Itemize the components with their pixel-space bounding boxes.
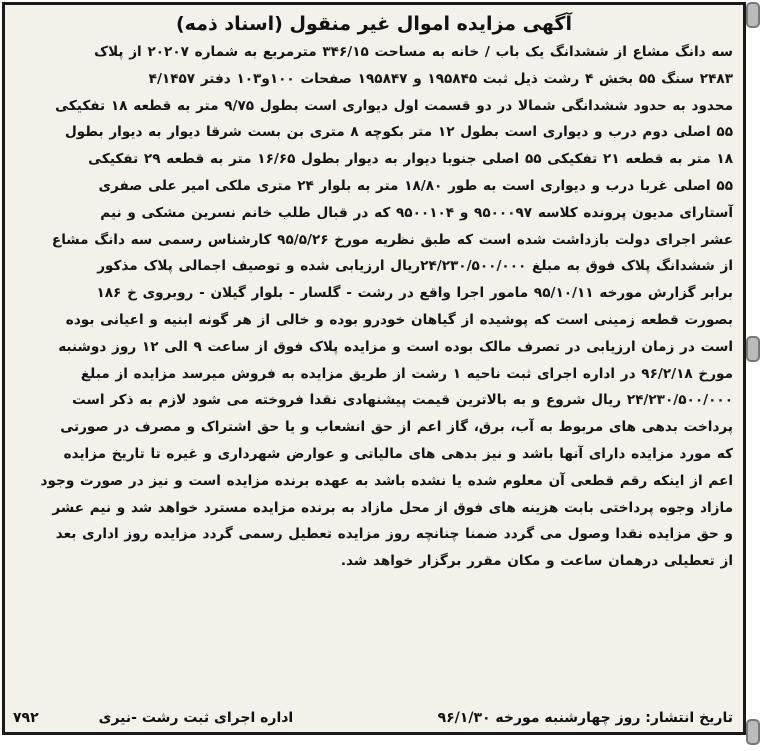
- body-line: برابر گزارش مورخه ۹۵/۱۰/۱۱ مامور اجرا واقع در رشت - گلسار - بلوار گیلان - روبروی خ ۱۸۶: [96, 285, 733, 302]
- body-line: و حق مزایده نقدا وصول می گردد ضمنا چنانچه روز مزایده تعطیل رسمی گردد مزایده روز اداری بعد: [55, 526, 733, 543]
- footer-left-group: [13, 710, 293, 726]
- notice-body: [15, 39, 733, 575]
- body-line: ۲۴۸۳ سنگ ۵۵ بخش ۴ رشت ذیل ثبت ۱۹۵۸۴۵ و ۱۹۵۸۴۷ صفحات ۱۰۰و۱۰۳ دفتر ۴/۱۴۵۷: [148, 70, 733, 87]
- body-line: از تعطیلی درهمان ساعت و مکان مقرر برگزار خواهد شد.: [340, 553, 733, 570]
- staple-icon: [746, 336, 760, 362]
- publish-date: تاریخ انتشار: روز چهارشنبه مورخه ۹۶/۱/۳۰: [437, 710, 733, 726]
- body-line: ۵۵ اصلی غربا درب و دیواری است به طور ۱۸/۸۰ متر به بلوار ۲۴ متری ملکی امیر علی صفری: [98, 177, 733, 194]
- body-line: پرداخت بدهی های مربوط به آب، برق، گاز اعم از حق انشعاب و یا حق اشتراک و مصرف در صورتی: [60, 419, 733, 436]
- body-line: از ششدانگ پلاک فوق به مبلغ ۲۴/۲۳۰/۵۰۰/۰۰۰ریال ارزیابی شده و توصیف اجمالی پلاک مذکور: [97, 258, 733, 275]
- body-line: ۵۵ اصلی دوم درب و دیواری است بطول ۱۲ متر بکوچه ۸ متری بن بست شرقا دیوار به دیوار بطول: [64, 124, 733, 141]
- body-line: ۲۴/۲۳۰/۵۰۰/۰۰۰ ریال شروع و به بالاترین قیمت پیشنهادی نقدا فروخته می شود لازم به ذکر است: [72, 392, 733, 409]
- notice-title: آگهی مزایده اموال غیر منقول (اسناد ذمه): [175, 13, 572, 35]
- body-line: سه دانگ مشاع از ششدانگ یک باب / خانه به مساحت ۳۴۶/۱۵ مترمربع به شماره ۲۰۲۰۷ از پلاک: [94, 44, 733, 60]
- body-line: عشر اجرای دولت بازداشت شده است که طبق نظریه مورخ ۹۵/۵/۲۶ کارشناس رسمی سه دانگ مشاع: [51, 231, 733, 248]
- body-line: اعم از اینکه رقم قطعی آن معلوم شده یا نشده باشد به عهده برنده مزایده است و نیز در صورت وجود: [40, 472, 733, 489]
- body-line: مورخ ۹۶/۲/۱۸ در اداره اجرای ثبت ناحیه ۱ رشت از طریق مزایده به فروش میرسد مزایده از مبلغ: [80, 365, 733, 382]
- body-line: محدود به حدود ششدانگی شمالا در دو قسمت اول دیواری است بطول ۹/۷۵ متر به قطعه ۱۸ تفکیکی: [55, 97, 733, 114]
- staple-icon: [746, 719, 760, 745]
- body-line: که مورد مزایده دارای آنها باشد و نیز بدهی های مالیاتی و عوارض شهرداری و غیره تا تاریخ مزایده: [63, 445, 733, 462]
- body-line: مازاد وجوه پرداختی بابت هزینه های فوق از محل مازاد به برنده مزایده مسترد خواهد شد و نیم عشر: [52, 499, 733, 516]
- body-line: است در زمان ارزیابی در تصرف مالک بوده است و مزایده پلاک فوق از ساعت ۹ الی ۱۲ روز دوشنبه: [58, 338, 733, 355]
- body-line: ۱۸ متر به قطعه ۲۱ تفکیکی ۵۵ اصلی جنوبا دیوار به دیوار بطول ۱۶/۶۵ متر به قطعه ۲۹ تفکیکی: [88, 151, 733, 168]
- auction-notice: [2, 2, 746, 735]
- notice-code: ۷۹۲: [13, 710, 39, 726]
- body-line: آستارای مدیون پرونده کلاسه ۹۵۰۰۰۹۷ و ۹۵۰۰۱۰۴ که در قبال طلب خانم نسرین مشکی و نیم: [100, 204, 733, 221]
- issuing-office: اداره اجرای ثبت رشت -نیری: [98, 710, 294, 726]
- notice-footer: [13, 710, 733, 726]
- body-line: بصورت قطعه زمینی است که پوشیده از گیاهان خودرو بوده و خالی از هر گونه ابنیه و اعیانی بوده: [65, 311, 733, 328]
- staple-icon: [746, 2, 760, 28]
